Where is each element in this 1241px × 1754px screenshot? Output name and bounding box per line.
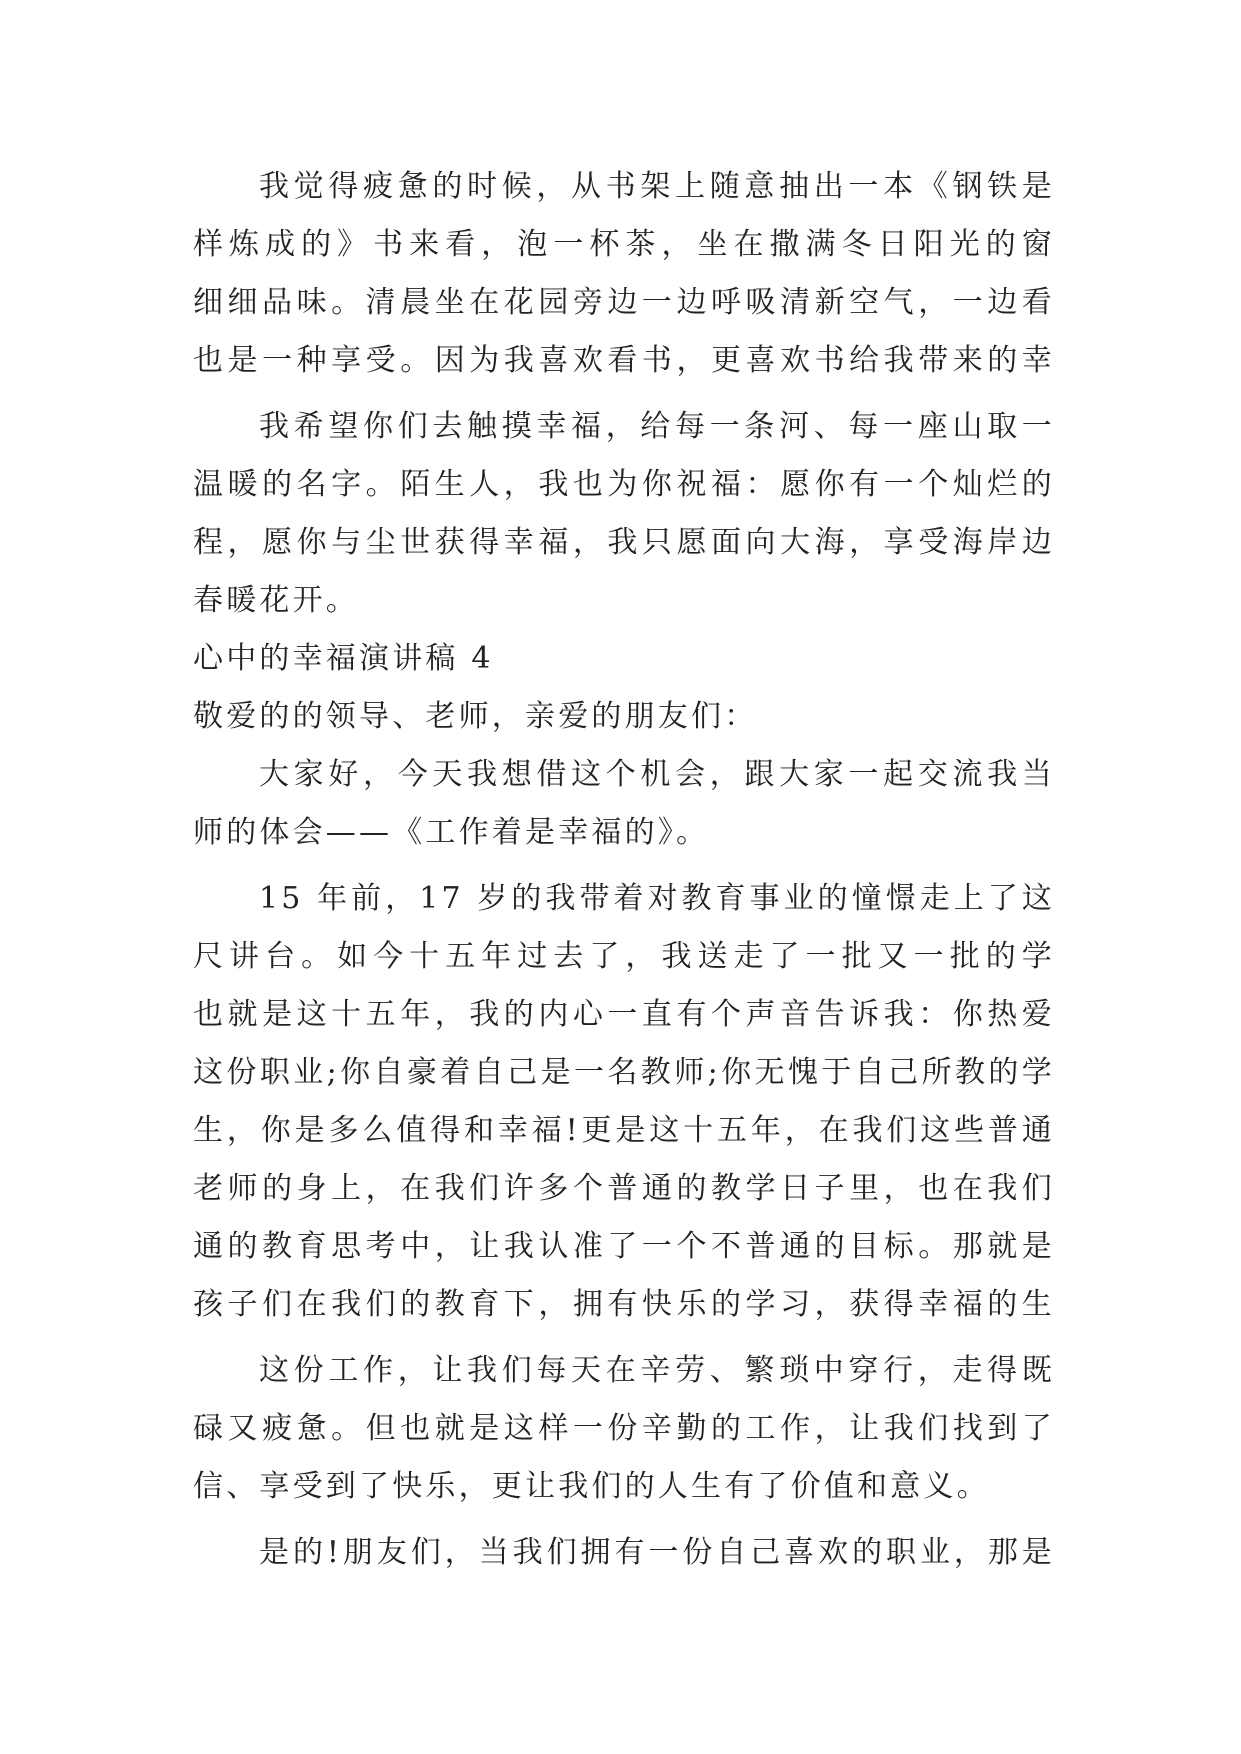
text-line: 细细品味。清晨坐在花园旁边一边呼吸清新空气，一边看 bbox=[193, 285, 1055, 320]
text-line: 孩子们在我们的教育下，拥有快乐的学习，获得幸福的生 bbox=[193, 1287, 1055, 1322]
text-line: 生，你是多么值得和幸福!更是这十五年，在我们这些普通 bbox=[193, 1113, 1055, 1148]
text-line: 我希望你们去触摸幸福，给每一条河、每一座山取一 bbox=[259, 409, 1055, 444]
text-line: 样炼成的》书来看，泡一杯茶，坐在撒满冬日阳光的窗 bbox=[193, 227, 1055, 262]
text-line: 春暖花开。 bbox=[193, 583, 359, 618]
text-line: 程，愿你与尘世获得幸福，我只愿面向大海，享受海岸边 bbox=[193, 525, 1055, 560]
text-line: 也是一种享受。因为我喜欢看书，更喜欢书给我带来的幸 bbox=[193, 343, 1055, 378]
text-line: 是的!朋友们，当我们拥有一份自己喜欢的职业，那是 bbox=[259, 1535, 1055, 1570]
text-line: 温暖的名字。陌生人，我也为你祝福：愿你有一个灿烂的 bbox=[193, 467, 1055, 502]
document-page bbox=[193, 158, 1055, 1582]
text-line: 碌又疲惫。但也就是这样一份辛勤的工作，让我们找到了 bbox=[193, 1411, 1055, 1446]
text-line: 大家好，今天我想借这个机会，跟大家一起交流我当 bbox=[259, 757, 1055, 792]
salutation: 敬爱的的领导、老师，亲爱的朋友们： bbox=[193, 699, 758, 734]
text-line: 尺讲台。如今十五年过去了，我送走了一批又一批的学 bbox=[193, 939, 1055, 974]
section-heading: 心中的幸福演讲稿 4 bbox=[193, 641, 494, 676]
text-line: 老师的身上，在我们许多个普通的教学日子里，也在我们 bbox=[193, 1171, 1055, 1206]
text-line: 通的教育思考中，让我认准了一个不普通的目标。那就是 bbox=[193, 1229, 1055, 1264]
text-line: 这份工作，让我们每天在辛劳、繁琐中穿行，走得既 bbox=[259, 1353, 1055, 1388]
text-line: 师的体会——《工作着是幸福的》。 bbox=[193, 815, 710, 850]
text-line: 信、享受到了快乐，更让我们的人生有了价值和意义。 bbox=[193, 1469, 990, 1504]
text-line: 我觉得疲惫的时候，从书架上随意抽出一本《钢铁是 bbox=[259, 169, 1055, 204]
text-line: 这份职业;你自豪着自己是一名教师;你无愧于自己所教的学 bbox=[193, 1055, 1055, 1090]
text-line: 15 年前，17 岁的我带着对教育事业的憧憬走上了这 bbox=[259, 881, 1055, 916]
text-line: 也就是这十五年，我的内心一直有个声音告诉我：你热爱 bbox=[193, 997, 1055, 1032]
